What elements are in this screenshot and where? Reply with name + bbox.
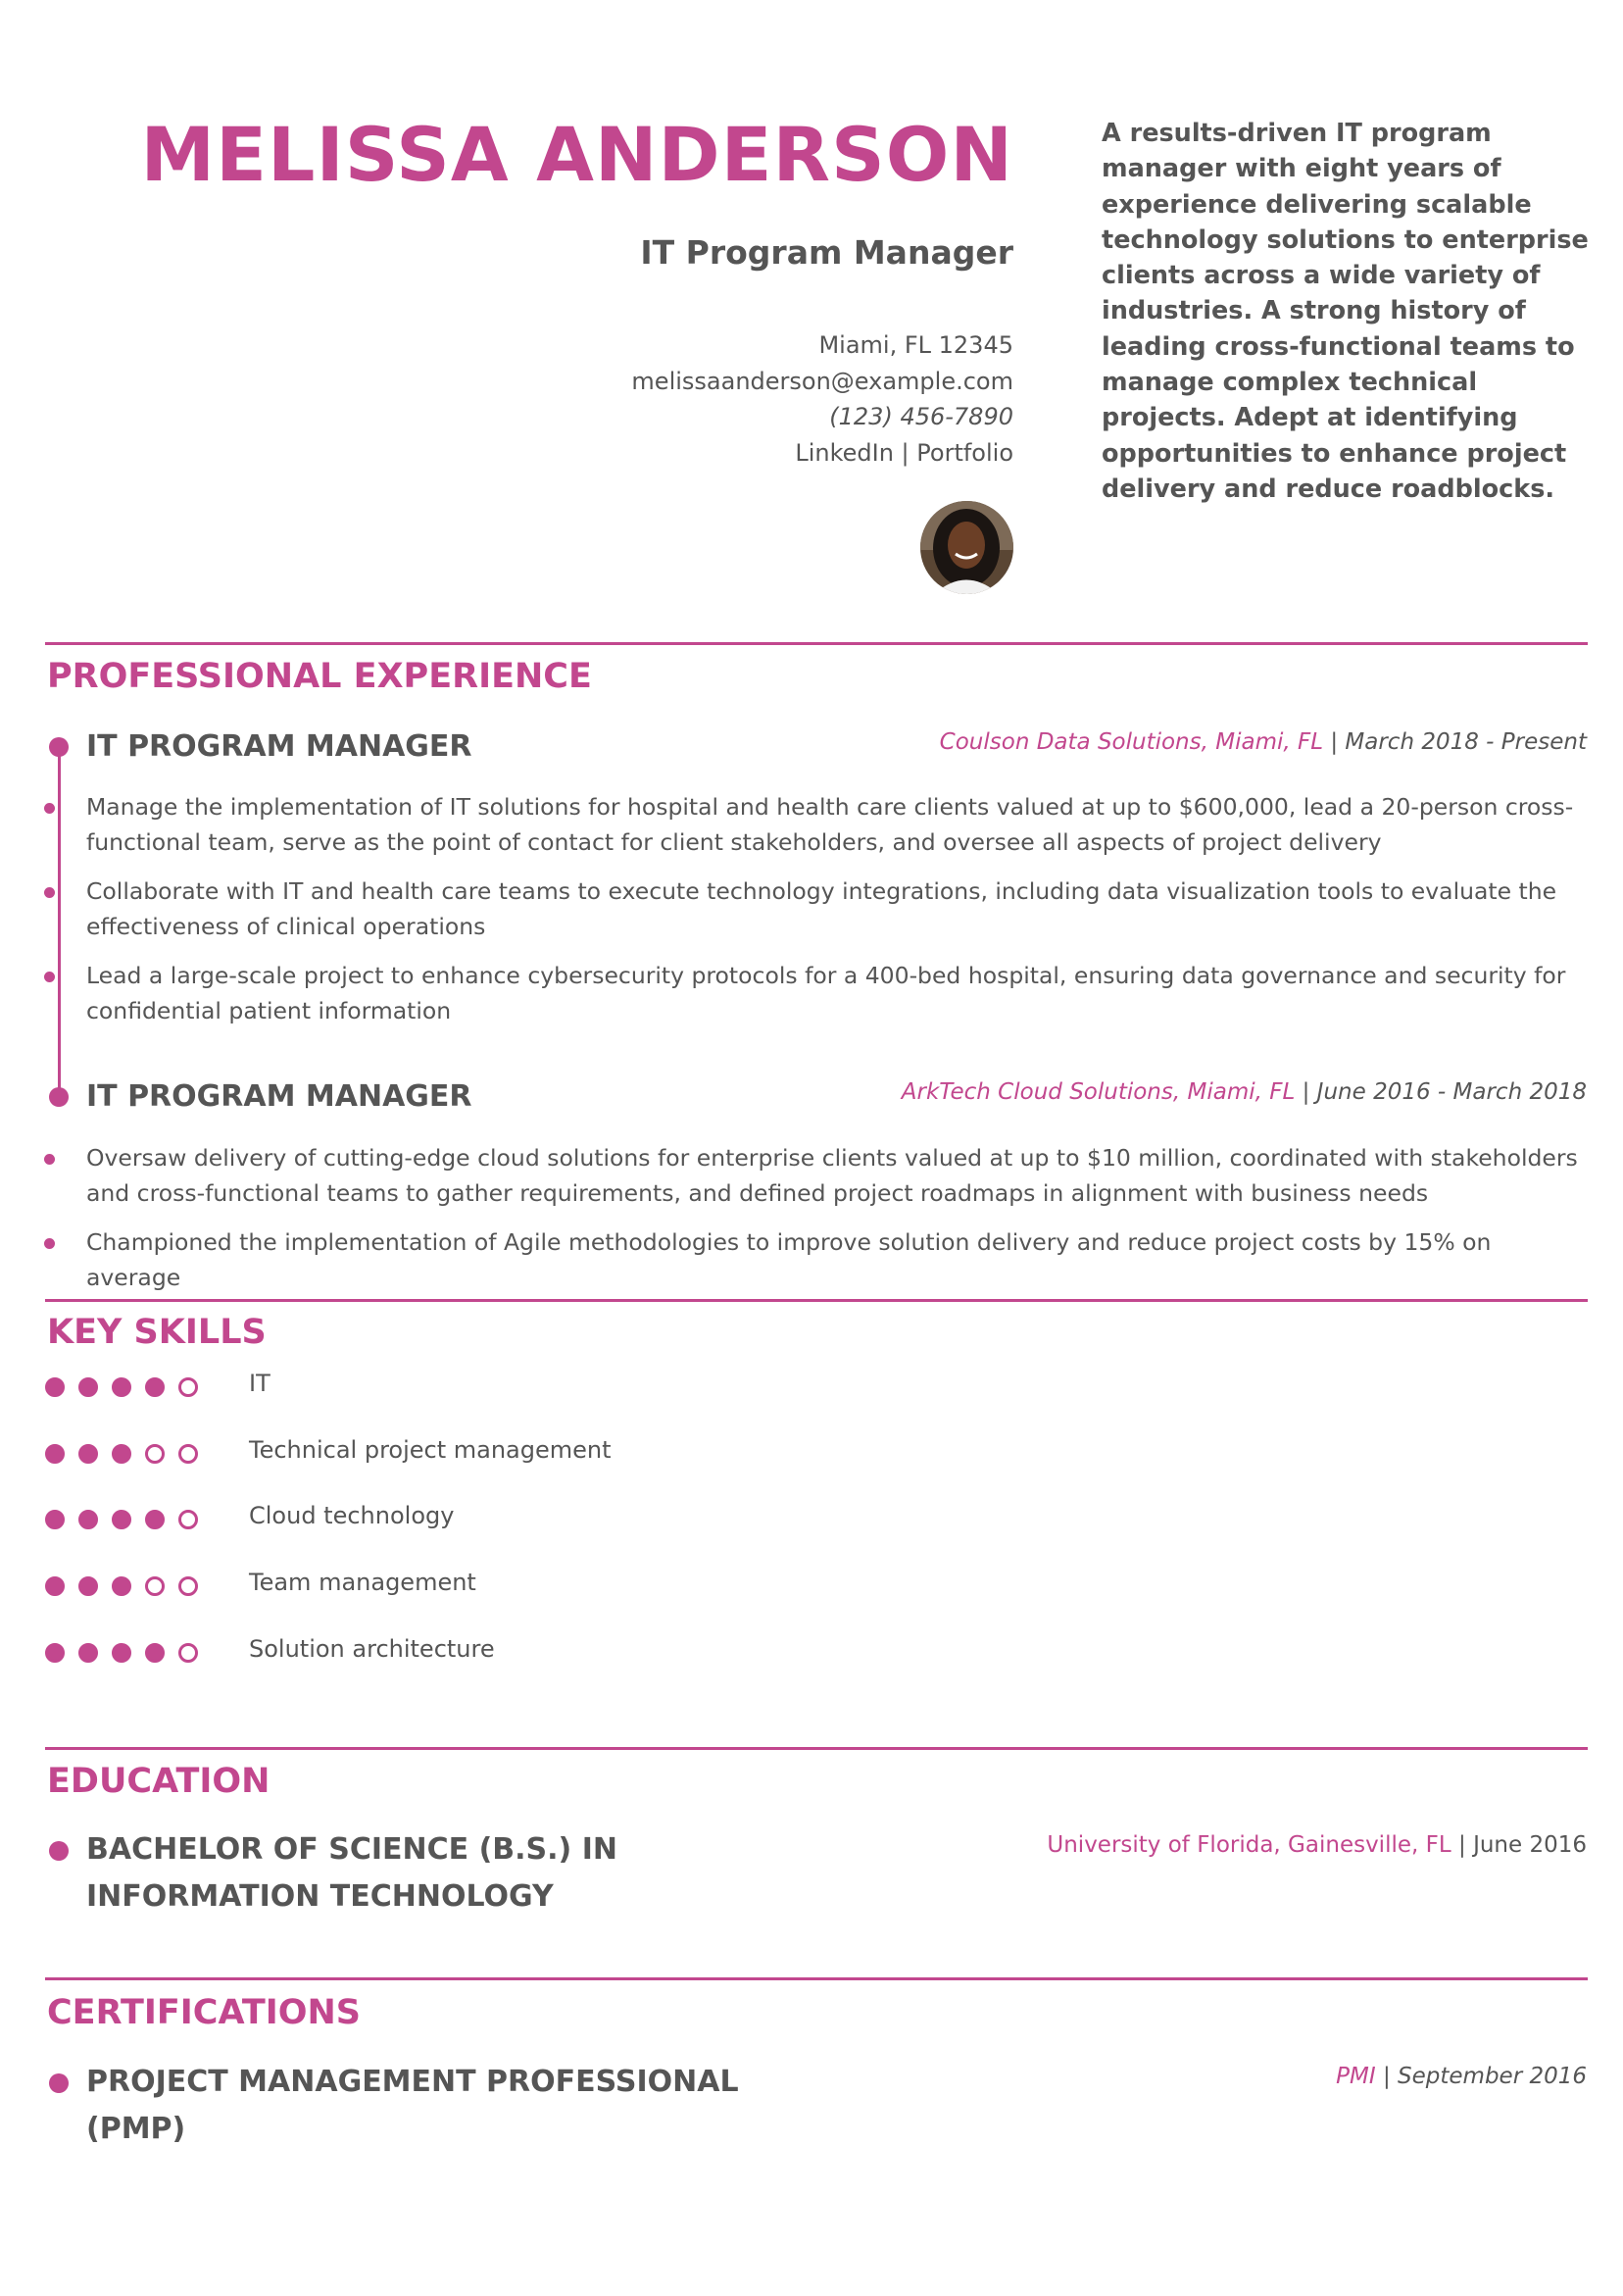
separator: | (1323, 729, 1346, 755)
skill-dot-filled (45, 1377, 65, 1397)
skill-dot-filled (112, 1576, 131, 1596)
section-divider (45, 1299, 1588, 1302)
skill-dot-filled (145, 1643, 165, 1663)
section-divider (45, 642, 1588, 645)
timeline-dot (49, 1087, 69, 1107)
skills-heading: KEY SKILLS (47, 1313, 267, 1352)
skill-dot-filled (45, 1576, 65, 1596)
skill-dot-filled (45, 1643, 65, 1663)
certification-date: September 2016 (1398, 2064, 1587, 2089)
skill-dot-filled (78, 1643, 98, 1663)
separator: | (1375, 2064, 1399, 2089)
professional-summary: A results-driven IT program manager with eight years of experience delivering scalable technology solutions to enterprise clients across a wide variety of industries. A strong history of leading cross-functional teams to manage complex technical projects. Adept at identifying opportunities to enhance project delivery and reduce roadblocks. (1102, 119, 1589, 504)
job-meta (902, 1081, 1587, 1104)
section-divider (45, 1747, 1588, 1750)
skill-rating (45, 1444, 241, 1468)
section-divider (45, 1977, 1588, 1980)
skill-dot-filled (112, 1377, 131, 1397)
job-meta (940, 731, 1587, 754)
avatar (920, 501, 1013, 594)
skill-label: Team management (249, 1569, 476, 1596)
skill-rating (45, 1510, 241, 1533)
skill-rating (45, 1576, 241, 1600)
list-item: Lead a large-scale project to enhance cybersecurity protocols for a 400-bed hospital, ensuring data governance and security for confidential patient information (86, 958, 1586, 1028)
job-title: IT Program Manager (640, 233, 1013, 272)
profile-links[interactable]: LinkedIn | Portfolio (795, 438, 1013, 467)
job-dates: June 2016 - March 2018 (1316, 1079, 1587, 1105)
skill-dot-empty (178, 1576, 198, 1596)
skill-label: IT (249, 1370, 270, 1397)
skill-dot-filled (78, 1444, 98, 1464)
job-dates: March 2018 - Present (1345, 729, 1587, 755)
skill-dot-filled (112, 1444, 131, 1464)
skill-rating (45, 1377, 241, 1401)
skill-dot-empty (145, 1576, 165, 1596)
skill-dot-filled (45, 1444, 65, 1464)
company-location: ArkTech Cloud Solutions, Miami, FL (901, 1079, 1296, 1105)
school-location: University of Florida, Gainesville, FL (1047, 1832, 1451, 1858)
list-item: Championed the implementation of Agile methodologies to improve solution delivery and reduce project costs by 15% on average (86, 1224, 1586, 1295)
skill-dot-empty (178, 1444, 198, 1464)
contact-block (631, 327, 1013, 471)
email-link[interactable]: melissaanderson@example.com (631, 367, 1013, 395)
certification-dot (49, 2073, 69, 2093)
skill-dot-empty (178, 1377, 198, 1397)
list-item: Collaborate with IT and health care teams to execute technology integrations, including data visualization tools to evaluate the effectiveness of clinical operations (86, 873, 1586, 944)
skill-dot-filled (78, 1576, 98, 1596)
education-heading: EDUCATION (47, 1762, 270, 1801)
education-dot (49, 1841, 69, 1861)
phone: (123) 456-7890 (829, 403, 1013, 430)
skill-label: Cloud technology (249, 1502, 455, 1529)
skill-dot-filled (112, 1510, 131, 1529)
skill-dot-empty (145, 1444, 165, 1464)
location: Miami, FL 12345 (818, 331, 1013, 359)
timeline-line (58, 745, 61, 1099)
certification-issuer: PMI (1336, 2064, 1376, 2089)
skill-dot-filled (145, 1377, 165, 1397)
list-item: Oversaw delivery of cutting-edge cloud solutions for enterprise clients valued at up to $10 million, coordinated with stakeholders and cross-functional teams to gather requirements, and defined project roadmaps in alignment with business needs (86, 1140, 1586, 1211)
skill-dot-filled (112, 1643, 131, 1663)
skill-dot-filled (145, 1510, 165, 1529)
skill-dot-filled (45, 1510, 65, 1529)
job-role: IT PROGRAM MANAGER (86, 729, 472, 764)
skill-label: Solution architecture (249, 1635, 495, 1663)
skill-label: Technical project management (249, 1436, 612, 1464)
profile-photo (920, 501, 1013, 594)
skill-rating (45, 1643, 241, 1667)
certification-meta (1336, 2066, 1587, 2088)
certifications-heading: CERTIFICATIONS (47, 1993, 362, 2032)
job-role: IT PROGRAM MANAGER (86, 1079, 472, 1114)
list-item: Manage the implementation of IT solutions for hospital and health care clients valued at up to $600,000, lead a 20-person cross-functional team, serve as the point of contact for client stakeholders, and oversee all aspects of project delivery (86, 789, 1586, 860)
timeline-dot (49, 737, 69, 757)
candidate-name: MELISSA ANDERSON (140, 111, 1013, 198)
job-bullets (86, 789, 1586, 1042)
skill-dot-filled (78, 1510, 98, 1529)
skill-dot-empty (178, 1643, 198, 1663)
skill-dot-filled (78, 1377, 98, 1397)
company-location: Coulson Data Solutions, Miami, FL (939, 729, 1324, 755)
separator: | (1295, 1079, 1317, 1105)
skill-dot-empty (178, 1510, 198, 1529)
education-meta (1047, 1834, 1587, 1857)
graduation-date: June 2016 (1473, 1832, 1587, 1858)
experience-heading: PROFESSIONAL EXPERIENCE (47, 657, 592, 696)
degree-title: BACHELOR OF SCIENCE (B.S.) IN INFORMATION TECHNOLOGY (86, 1832, 617, 1914)
certification-title: PROJECT MANAGEMENT PROFESSIONAL (PMP) (86, 2065, 739, 2146)
separator: | (1451, 1832, 1474, 1858)
job-bullets (86, 1140, 1586, 1309)
